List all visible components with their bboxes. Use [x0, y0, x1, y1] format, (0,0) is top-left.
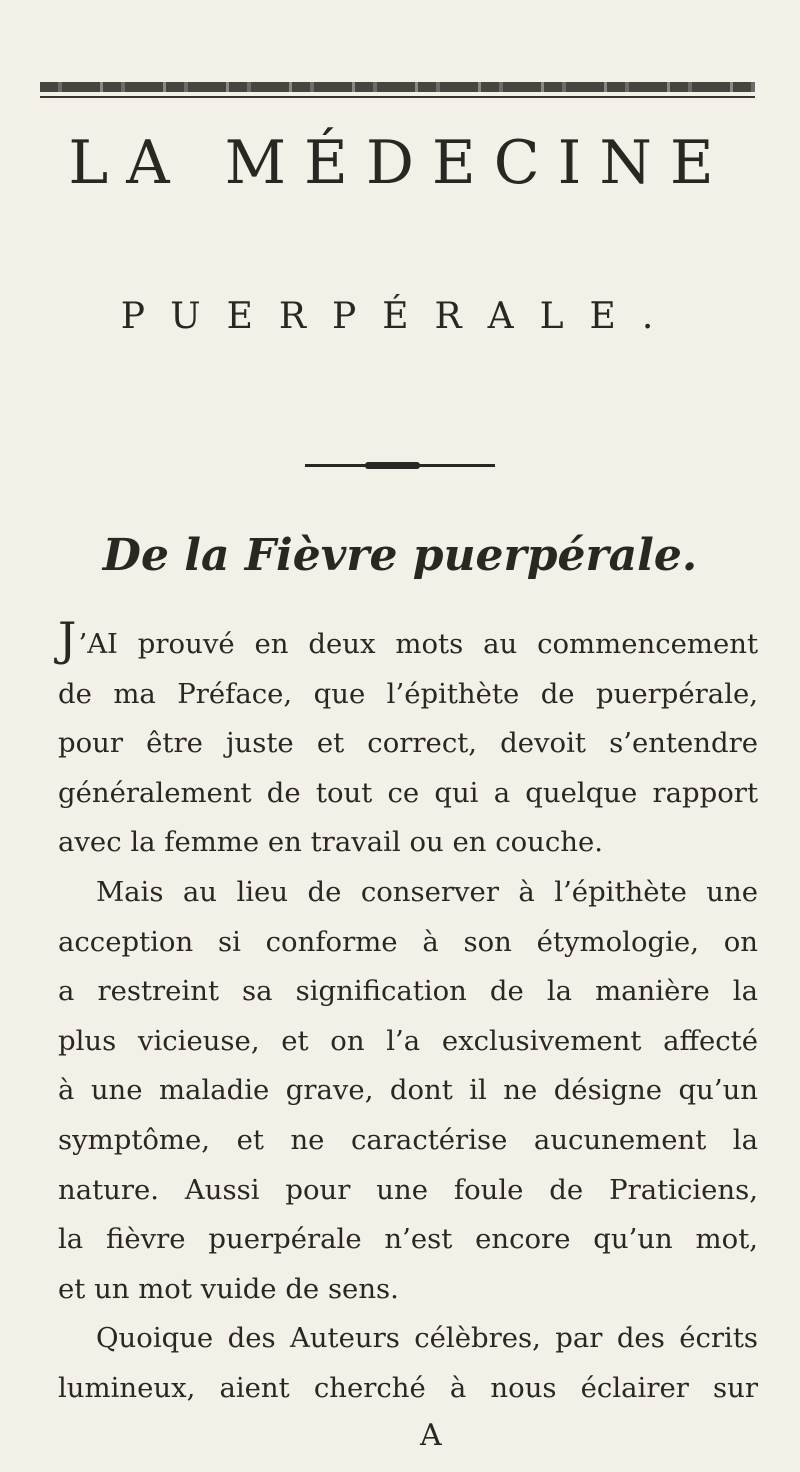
body-text — [58, 612, 758, 1414]
text-line: lumineux, aient cherché à nous éclairer sur — [58, 1371, 758, 1404]
text-line: généralement de tout ce qui a quelque rapport — [58, 776, 758, 809]
text-line: plus vicieuse, et on l’a exclusivement affecté — [58, 1024, 758, 1057]
text-line: la fièvre puerpérale n’est encore qu’un mot, — [58, 1223, 758, 1256]
text-line: symptôme, et ne caractérise aucunement la — [58, 1123, 758, 1156]
page-subtitle: PUERPÉRALE. — [120, 296, 680, 337]
text-line: a restreint sa signification de la manière la — [58, 975, 758, 1008]
text-line: pour être juste et correct, devoit s’entendre — [58, 727, 758, 760]
section-heading: De la Fièvre puerpérale. — [102, 530, 698, 581]
text-line: et un mot vuide de sens. — [58, 1272, 399, 1305]
text-line: Mais au lieu de conserver à l’épithète une — [96, 875, 758, 908]
text-line: Quoique des Auteurs célèbres, par des écrits — [96, 1322, 758, 1355]
divider-ornament — [365, 462, 420, 469]
text-line-content: ’AI prouvé en deux mots au commencement — [78, 628, 758, 660]
text-line: avec la femme en travail ou en couche. — [58, 826, 604, 859]
top-thin-rule — [40, 96, 755, 98]
text-line: de ma Préface, que l’épithète de puerpérale, — [58, 677, 758, 710]
top-ornamental-rule — [40, 82, 755, 92]
text-line: à une maladie grave, dont il ne désigne qu’un — [58, 1074, 758, 1107]
signature-mark: A — [420, 1418, 442, 1453]
drop-cap: J — [58, 612, 77, 666]
text-line: nature. Aussi pour une foule de Praticiens, — [58, 1173, 758, 1206]
text-line — [58, 612, 758, 670]
page-title: LA MÉDECINE — [68, 128, 732, 198]
text-line: acception si conforme à son étymologie, on — [58, 925, 758, 958]
